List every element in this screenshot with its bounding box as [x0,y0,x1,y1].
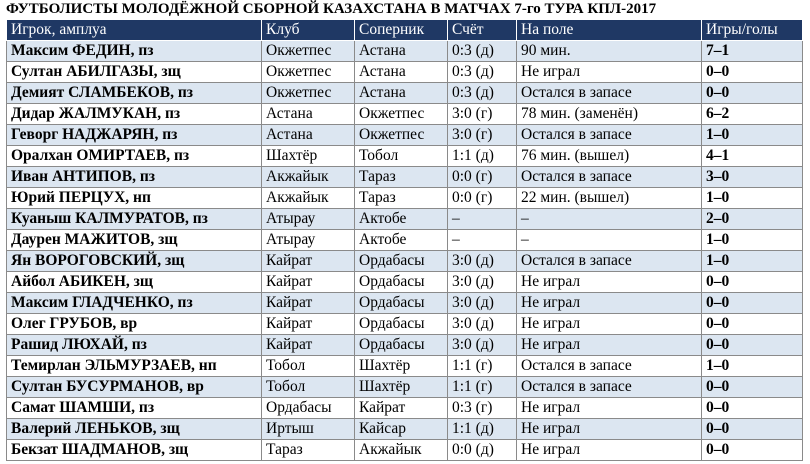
header-stats: Игры/голы [702,20,803,41]
header-row [7,20,803,41]
stats-cell: 1–0 [702,230,803,251]
score-cell: 3:0 (д) [448,314,517,335]
player-cell: Рашид ЛЮХАЙ, пз [7,335,262,356]
opponent-cell: Тараз [355,167,448,188]
player-cell: Дидар ЖАЛМУКАН, пз [7,104,262,125]
table-row [7,272,803,293]
stats-cell: 0–0 [702,335,803,356]
score-cell: 1:1 (д) [448,146,517,167]
stats-cell: 0–0 [702,419,803,440]
opponent-cell: Астана [355,41,448,62]
club-cell: Астана [262,125,355,146]
player-cell: Оралхан ОМИРТАЕВ, пз [7,146,262,167]
opponent-cell: Ордабасы [355,272,448,293]
field-cell: Не играл [517,419,702,440]
club-cell: Окжетпес [262,62,355,83]
field-cell: Остался в запасе [517,83,702,104]
table-row [7,398,803,419]
table-row [7,251,803,272]
table-row [7,314,803,335]
opponent-cell: Тобол [355,146,448,167]
club-cell: Кайрат [262,251,355,272]
player-cell: Олег ГРУБОВ, вр [7,314,262,335]
club-cell: Шахтёр [262,146,355,167]
score-cell: 0:3 (г) [448,398,517,419]
opponent-cell: Ордабасы [355,251,448,272]
club-cell: Кайрат [262,335,355,356]
opponent-cell: Тараз [355,188,448,209]
score-cell: – [448,230,517,251]
field-cell: 78 мин. (заменён) [517,104,702,125]
header-opponent: Соперник [355,20,448,41]
score-cell: 3:0 (д) [448,335,517,356]
field-cell: 22 мин. (вышел) [517,188,702,209]
field-cell: Остался в запасе [517,377,702,398]
opponent-cell: Окжетпес [355,104,448,125]
table-row [7,377,803,398]
club-cell: Акжайык [262,188,355,209]
table-row [7,230,803,251]
stats-cell: 2–0 [702,209,803,230]
opponent-cell: Кайрат [355,398,448,419]
stats-cell: 1–0 [702,356,803,377]
score-cell: 0:3 (д) [448,62,517,83]
opponent-cell: Шахтёр [355,356,448,377]
opponent-cell: Окжетпес [355,125,448,146]
club-cell: Тараз [262,440,355,461]
table-row [7,209,803,230]
players-table [6,19,803,461]
player-cell: Юрий ПЕРЦУХ, нп [7,188,262,209]
stats-cell: 3–0 [702,167,803,188]
header-player: Игрок, амплуа [7,20,262,41]
score-cell: 0:3 (д) [448,83,517,104]
stats-cell: 6–2 [702,104,803,125]
field-cell: Не играл [517,335,702,356]
field-cell: 90 мин. [517,41,702,62]
table-row [7,188,803,209]
player-cell: Самат ШАМШИ, пз [7,398,262,419]
club-cell: Тобол [262,377,355,398]
score-cell: 0:0 (г) [448,188,517,209]
field-cell: 76 мин. (вышел) [517,146,702,167]
score-cell: 3:0 (д) [448,251,517,272]
player-cell: Ян ВОРОГОВСКИЙ, зщ [7,251,262,272]
club-cell: Кайрат [262,272,355,293]
player-cell: Максим ГЛАДЧЕНКО, пз [7,293,262,314]
opponent-cell: Актобе [355,230,448,251]
opponent-cell: Ордабасы [355,293,448,314]
score-cell: 0:3 (д) [448,41,517,62]
score-cell: – [448,209,517,230]
stats-cell: 0–0 [702,314,803,335]
field-cell: Не играл [517,440,702,461]
table-row [7,356,803,377]
club-cell: Атырау [262,209,355,230]
table-row [7,125,803,146]
score-cell: 1:1 (г) [448,377,517,398]
table-row [7,41,803,62]
stats-cell: 1–0 [702,251,803,272]
field-cell: Не играл [517,398,702,419]
field-cell: Не играл [517,293,702,314]
stats-cell: 0–0 [702,293,803,314]
opponent-cell: Акжайык [355,440,448,461]
club-cell: Иртыш [262,419,355,440]
player-cell: Бекзат ШАДМАНОВ, зщ [7,440,262,461]
stats-cell: 0–0 [702,62,803,83]
score-cell: 0:0 (д) [448,440,517,461]
field-cell: Не играл [517,62,702,83]
opponent-cell: Ордабасы [355,335,448,356]
field-cell: Остался в запасе [517,125,702,146]
field-cell: Остался в запасе [517,356,702,377]
opponent-cell: Астана [355,83,448,104]
player-cell: Куаныш КАЛМУРАТОВ, пз [7,209,262,230]
stats-cell: 7–1 [702,41,803,62]
opponent-cell: Астана [355,62,448,83]
player-cell: Султан АБИЛГАЗЫ, зщ [7,62,262,83]
field-cell: – [517,230,702,251]
player-cell: Геворг НАДЖАРЯН, пз [7,125,262,146]
opponent-cell: Шахтёр [355,377,448,398]
field-cell: Не играл [517,272,702,293]
header-field: На поле [517,20,702,41]
club-cell: Кайрат [262,314,355,335]
score-cell: 1:1 (г) [448,356,517,377]
score-cell: 0:0 (г) [448,167,517,188]
club-cell: Акжайык [262,167,355,188]
club-cell: Окжетпес [262,83,355,104]
table-row [7,419,803,440]
score-cell: 3:0 (г) [448,104,517,125]
player-cell: Демият СЛАМБЕКОВ, пз [7,83,262,104]
field-cell: Остался в запасе [517,251,702,272]
club-cell: Тобол [262,356,355,377]
player-cell: Султан БУСУРМАНОВ, вр [7,377,262,398]
header-club: Клуб [262,20,355,41]
field-cell: Не играл [517,314,702,335]
table-row [7,293,803,314]
table-row [7,146,803,167]
score-cell: 3:0 (д) [448,293,517,314]
stats-cell: 1–0 [702,125,803,146]
score-cell: 3:0 (д) [448,272,517,293]
opponent-cell: Ордабасы [355,314,448,335]
stats-cell: 1–0 [702,188,803,209]
score-cell: 3:0 (г) [448,125,517,146]
header-score: Счёт [448,20,517,41]
field-cell: – [517,209,702,230]
score-cell: 1:1 (д) [448,419,517,440]
player-cell: Иван АНТИПОВ, пз [7,167,262,188]
table-title: ФУТБОЛИСТЫ МОЛОДЁЖНОЙ СБОРНОЙ КАЗАХСТАНА В МАТЧАХ 7-го ТУРА КПЛ-2017 [6,1,657,17]
player-cell: Айбол АБИКЕН, зщ [7,272,262,293]
table-row [7,104,803,125]
opponent-cell: Актобе [355,209,448,230]
player-cell: Даурен МАЖИТОВ, зщ [7,230,262,251]
player-cell: Темирлан ЭЛЬМУРЗАЕВ, нп [7,356,262,377]
club-cell: Кайрат [262,293,355,314]
stats-cell: 4–1 [702,146,803,167]
field-cell: Остался в запасе [517,167,702,188]
table-row [7,62,803,83]
stats-cell: 0–0 [702,272,803,293]
club-cell: Окжетпес [262,41,355,62]
player-cell: Валерий ЛЕНЬКОВ, зщ [7,419,262,440]
club-cell: Астана [262,104,355,125]
stats-cell: 0–0 [702,83,803,104]
table-row [7,167,803,188]
club-cell: Ордабасы [262,398,355,419]
opponent-cell: Кайсар [355,419,448,440]
player-cell: Максим ФЕДИН, пз [7,41,262,62]
table-row [7,83,803,104]
table-row [7,335,803,356]
club-cell: Атырау [262,230,355,251]
stats-cell: 0–0 [702,440,803,461]
table-row [7,440,803,461]
stats-cell: 0–0 [702,398,803,419]
stats-cell: 0–0 [702,377,803,398]
